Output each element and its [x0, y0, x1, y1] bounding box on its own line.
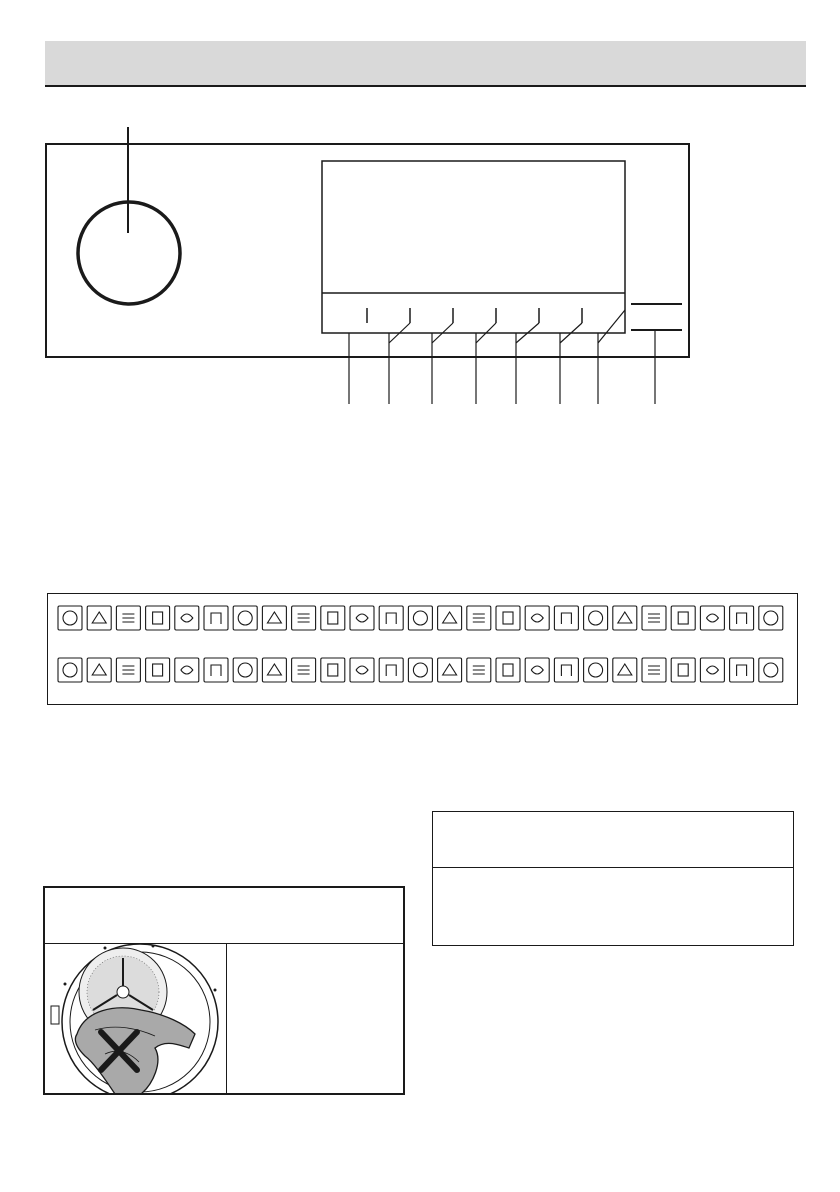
- power-icon: [584, 606, 608, 630]
- drip-icon: [525, 658, 549, 682]
- section-header: [45, 41, 806, 87]
- wind-icon: [438, 658, 462, 682]
- thermometer-icon: [467, 606, 491, 630]
- hanger-closet-icon: [58, 658, 82, 682]
- pants-icon: [321, 658, 345, 682]
- display-screen: [322, 161, 625, 333]
- towel-icon: [175, 658, 199, 682]
- control-panel-diagram: [0, 100, 840, 410]
- shirt-x-icon: [408, 658, 432, 682]
- panel-outline: [46, 144, 689, 357]
- bell-icon: [233, 606, 257, 630]
- shirt-icon: [671, 606, 695, 630]
- stack-icon: [379, 658, 403, 682]
- moon-icon: [613, 658, 637, 682]
- eco-icon: [700, 658, 724, 682]
- timer-icon: [525, 606, 549, 630]
- hanger-plus-icon: [350, 606, 374, 630]
- timer-dots-icon: [671, 658, 695, 682]
- drip-plus-icon: [554, 658, 578, 682]
- cotton-drop-icon: [292, 658, 316, 682]
- lock-icon: [438, 606, 462, 630]
- stopwatch-icon: [496, 606, 520, 630]
- symbol-strip: [47, 593, 798, 705]
- heat-wave-icon: [204, 606, 228, 630]
- basket-icon: [642, 658, 666, 682]
- button-separators: [367, 308, 582, 323]
- shirt-refresh-icon: [116, 658, 140, 682]
- warning-title: [45, 888, 403, 944]
- warning-box: [43, 886, 405, 1095]
- rotate-icon: [554, 606, 578, 630]
- no-spin-icon: [613, 606, 637, 630]
- list-icon: [146, 606, 170, 630]
- bluetooth-icon: [730, 658, 754, 682]
- hanger-2plus-icon: [321, 606, 345, 630]
- dots-grid-icon: [116, 606, 140, 630]
- feather-icon: [146, 658, 170, 682]
- wifi-icon: [730, 606, 754, 630]
- drum-icon: [87, 658, 111, 682]
- note-title: [433, 812, 793, 868]
- pants-box-icon: [350, 658, 374, 682]
- phone-icon: [759, 606, 783, 630]
- fan-icon: [642, 606, 666, 630]
- cotton-icon: [262, 658, 286, 682]
- shield-plus-icon: [467, 658, 491, 682]
- dryer-drum-illustration: [45, 944, 227, 1093]
- flask-icon: [233, 658, 257, 682]
- drum-dots-icon: [87, 606, 111, 630]
- detergent-icon: [58, 606, 82, 630]
- note-box: [432, 811, 794, 946]
- stain-icon: [204, 658, 228, 682]
- hanger-2-icon: [292, 606, 316, 630]
- play-pause-icon: [175, 606, 199, 630]
- reverse-icon: [408, 606, 432, 630]
- iron-icon: [262, 606, 286, 630]
- shield-heart-icon: [496, 658, 520, 682]
- globe-icon: [700, 606, 724, 630]
- check-icon: [379, 606, 403, 630]
- steam-icon: [759, 658, 783, 682]
- drip-star-icon: [584, 658, 608, 682]
